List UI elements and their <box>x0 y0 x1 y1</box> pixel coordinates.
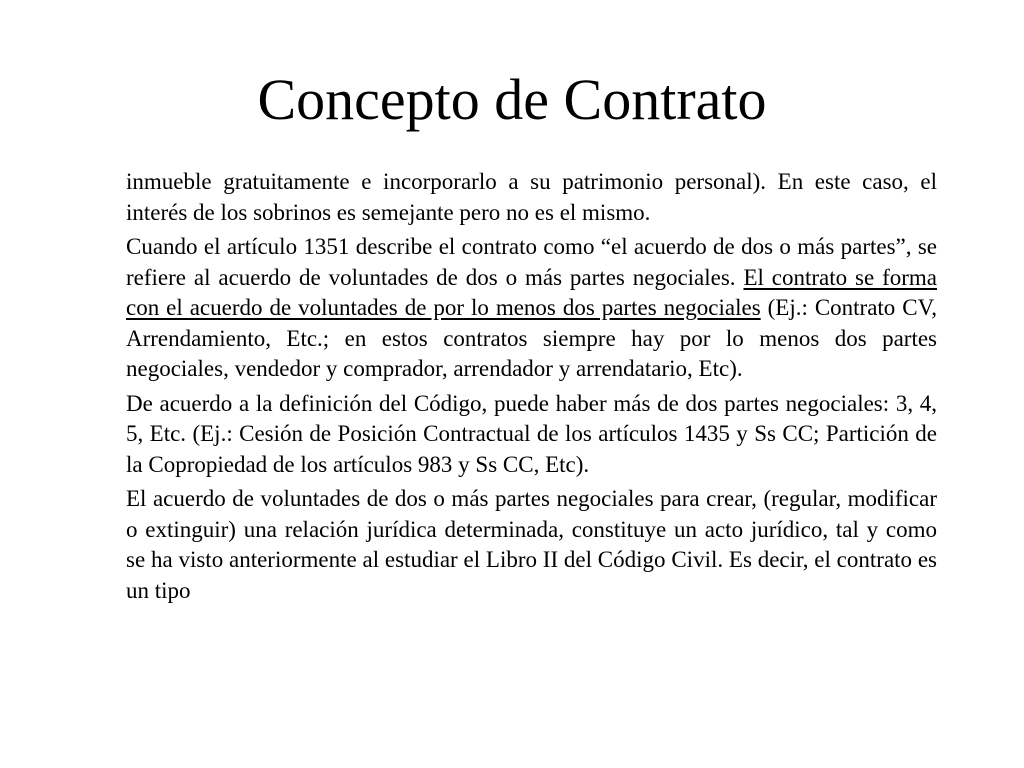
slide-title: Concepto de Contrato <box>257 67 767 132</box>
paragraph-1: inmueble gratuitamente e incorporarlo a su patrimonio personal). En este caso, el interés de los sobrinos es semejante pero no es el mismo. <box>126 169 937 225</box>
paragraph-2-examples: (Ej.: Contrato CV, Arrendamiento, Etc.; en estos contratos siempre hay por lo menos dos partes negociales, vendedor y comprador, arrendador y arrendatario, Etc). <box>126 295 937 381</box>
paragraph-2-intro: Cuando el artículo 1351 describe el contrato como “el acuerdo de dos o más partes”, se refiere al acuerdo de voluntades de dos o más partes negociales. <box>126 234 937 290</box>
paragraph-3: De acuerdo a la definición del Código, puede haber más de dos partes negociales: 3, 4, 5, Etc. (Ej.: Cesión de Posición Contractual de los artículos 1435 y Ss CC; Partición de la Copropiedad de los artículos 983 y Ss CC, Etc). <box>126 390 937 477</box>
slide-body <box>126 167 937 610</box>
underlined-definition: El contrato se forma con el acuerdo de voluntades de por lo menos dos partes negociales <box>126 264 937 320</box>
paragraph-4: El acuerdo de voluntades de dos o más partes negociales para crear, (regular, modificar o extinguir) una relación jurídica determinada, constituye un acto jurídico, tal y como se ha visto anteriormente al estudiar el Libro II del Código Civil. Es decir, el contrato es un tipo <box>126 486 937 603</box>
paragraph-2 <box>126 232 937 385</box>
